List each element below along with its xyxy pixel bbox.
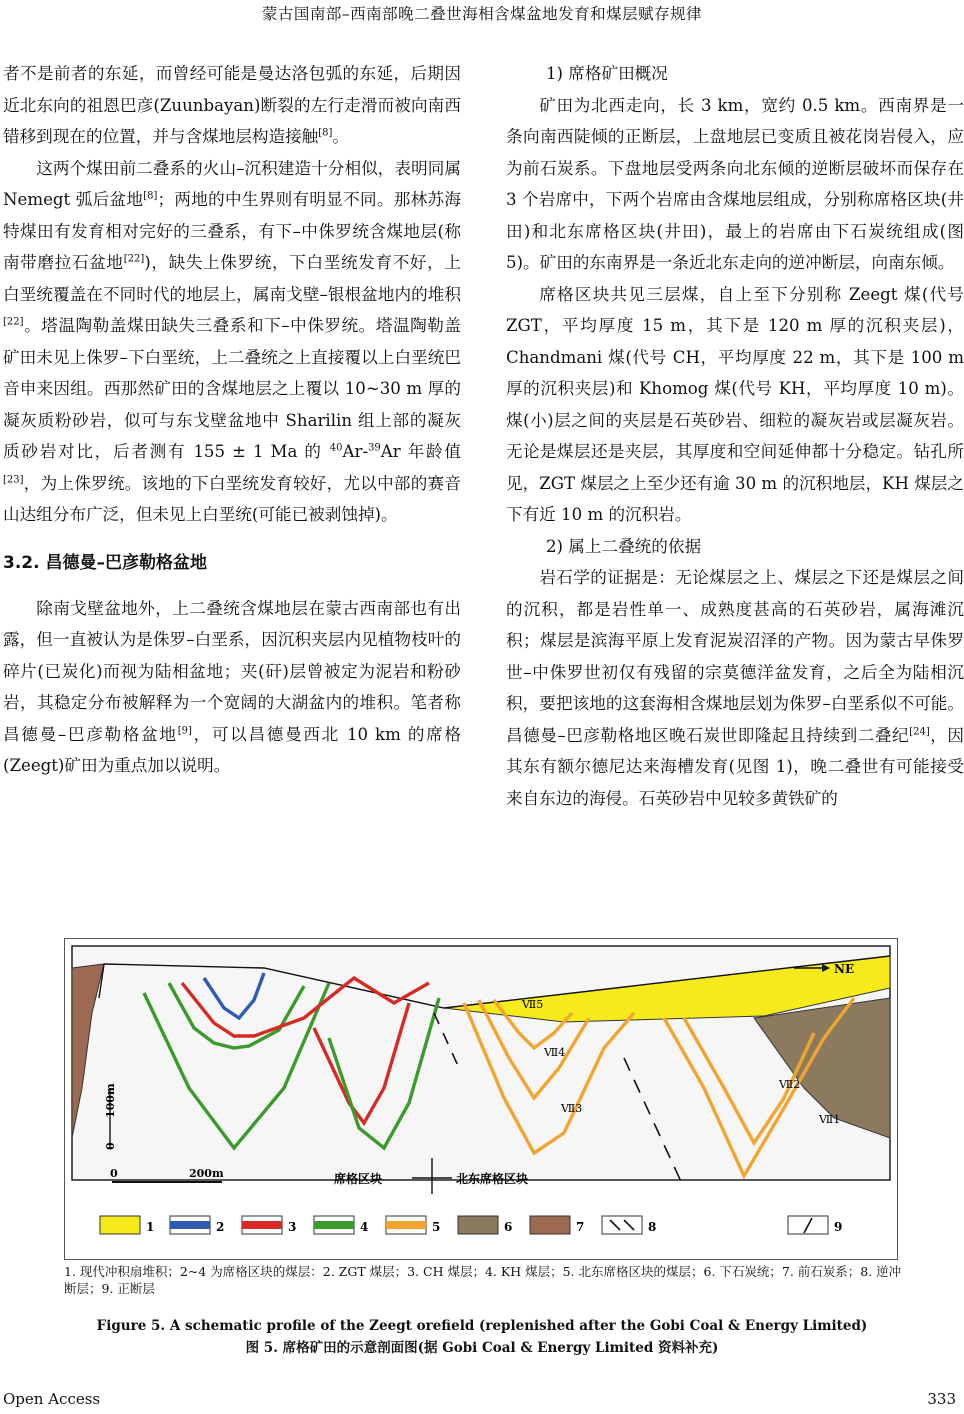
seam-label: Ⅶ2	[779, 1078, 801, 1091]
vertical-scale-zero: 0	[104, 1142, 117, 1150]
running-title: 蒙古国南部–西南部晚二叠世海相含煤盆地发育和煤层赋存规律	[261, 5, 703, 23]
citation[interactable]: [9]	[177, 724, 192, 736]
right-column	[506, 58, 964, 814]
seam-label: Ⅶ4	[544, 1046, 566, 1059]
horizontal-scale-zero: 0	[110, 1167, 118, 1180]
svg-text:1: 1	[146, 1220, 155, 1234]
seam-label: Ⅶ3	[561, 1102, 583, 1115]
ne-label: NE	[834, 962, 855, 976]
isotope-superscript: 39	[368, 442, 381, 454]
svg-text:2: 2	[216, 1220, 225, 1234]
svg-text:7: 7	[576, 1220, 585, 1234]
seam-label: Ⅶ5	[522, 998, 544, 1011]
isotope-superscript: 40	[329, 442, 343, 454]
citation[interactable]: [8]	[318, 127, 333, 139]
svg-text:3: 3	[288, 1220, 297, 1234]
svg-text:9: 9	[834, 1220, 843, 1234]
page-number: 333	[927, 1390, 956, 1408]
paragraph: 者不是前者的东延，而曾经可能是曼达洛包弧的东延，后期因近北东向的祖恩巴彦(Zuunbayan)断裂的左行走滑而被向南西错移到现在的位置，并与含煤地层构造接触[8]。	[3, 64, 461, 146]
block-label-zeegt: 席格区块	[334, 1172, 383, 1186]
svg-text:8: 8	[648, 1220, 657, 1234]
subsection-heading: 2) 属上二叠统的依据	[546, 536, 702, 556]
section-heading: 3.2. 昌德曼–巴彦勒格盆地	[3, 552, 207, 573]
figure-caption-english: Figure 5. A schematic profile of the Zeegt orefield (replenished after the Gobi Coal & Energy Limited)	[96, 1318, 868, 1334]
block-label-ne-zeegt: 北东席格区块	[456, 1172, 529, 1186]
paragraph: 岩石学的证据是：无论煤层之上、煤层之下还是煤层之间的沉积，都是岩性单一、成熟度甚高的石英砂岩，属海滩沉积；煤层是滨海平原上发育泥炭沼泽的产物。因为蒙古早侏罗世–中侏罗世初仅有残留的宗莫德洋盆发育，之后全为陆相沉积，要把该地的这套海相含煤地层划为侏罗–白垩系似不可能。昌德曼–巴彦勒格地区晚石炭世即隆起且持续到二叠纪[24]，因其东有额尔德尼达来海槽发育(见图 1)，晚二叠世有可能接受来自东边的海侵。石英砂岩中见较多黄铁矿的	[506, 568, 964, 808]
figure-caption-chinese: 图 5. 席格矿田的示意剖面图(据 Gobi Coal & Energy Limited 资料补充)	[245, 1340, 719, 1356]
svg-text:4: 4	[360, 1220, 369, 1234]
svg-text:5: 5	[432, 1220, 441, 1234]
citation[interactable]: [8]	[143, 190, 158, 202]
figure-5-profile	[64, 938, 898, 1260]
paragraph: 除南戈壁盆地外，上二叠统含煤地层在蒙古西南部也有出露，但一直被认为是侏罗–白垩系，因沉积夹层内见植物枝叶的碎片(已炭化)而视为陆相盆地；夹(矸)层曾被定为泥岩和粉砂岩，其稳定分布被解释为一个宽阔的大湖盆内的堆积。笔者称昌德曼–巴彦勒格盆地[9]，可以昌德曼西北 10 km 的席格(Zeegt)矿田为重点加以说明。	[3, 598, 462, 775]
left-column	[3, 58, 461, 782]
citation[interactable]: [24]	[909, 725, 930, 737]
subsection-heading: 1) 席格矿田概况	[546, 64, 668, 83]
profile-diagram	[64, 938, 898, 1260]
figure-legend-caption: 1. 现代冲积扇堆积；2~4 为席格区块的煤层：2. ZGT 煤层；3. CH 煤层；4. KH 煤层；5. 北东席格区块的煤层；6. 下石炭统；7. 前石炭系；8. 逆冲断层；9. 正断层	[64, 1264, 902, 1296]
vertical-scale-label: 100m	[104, 1083, 117, 1118]
seam-label: Ⅶ1	[819, 1113, 841, 1126]
citation[interactable]: [22]	[123, 253, 145, 265]
citation[interactable]: [23]	[3, 473, 24, 485]
paragraph: 矿田为北西走向，长 3 km，宽约 0.5 km。西南界是一条向南西陡倾的正断层，上盘地层已变质且被花岗岩侵入，应为前石炭系。下盘地层受两条向北东倾的逆断层破坏而保存在 3 个岩席中，下两个岩席由含煤地层组成，分别称席格区块(井田)和北东席格区块(井田)，最上的岩席由下石炭统组成(图 5)。矿田的东南界是一条近北东走向的逆冲断层，向南东倾。	[506, 95, 964, 272]
paragraph: 席格区块共见三层煤，自上至下分别称 Zeegt 煤(代号 ZGT，平均厚度 15 m，其下是 120 m 厚的沉积夹层)，Chandmani 煤(代号 CH，平均厚度 22 m，其下是 100 m 厚的沉积夹层)和 Khomog 煤(代号 KH，平均厚度 10 m)。煤(小)层之间的夹层是石英砂岩、细粒的凝灰岩或层凝灰岩。无论是煤层还是夹层，其厚度和空间延伸都十分稳定。钻孔所见，ZGT 煤层之上至少还有逾 30 m 的沉积地层，KH 煤层之下有近 10 m 的沉积岩。	[506, 284, 964, 524]
citation[interactable]: [22]	[3, 316, 24, 328]
svg-text:6: 6	[504, 1220, 513, 1234]
paragraph: 这两个煤田前二叠系的火山–沉积建造十分相似，表明同属 Nemegt 弧后盆地[8]；两地的中生界则有明显不同。那林苏海特煤田有发育相对完好的三叠系，有下–中侏罗统含煤地层(称南带磨拉石盆地[22])，缺失上侏罗统，下白垩统发育不好，上白垩统覆盖在不同时代的地层上，属南戈壁–银根盆地内的堆积[22]。塔温陶勒盖煤田缺失三叠系和下–中侏罗统。塔温陶勒盖矿田未见上侏罗–下白垩统，上二叠统之上直接覆以上白垩统巴音申来因组。西那然矿田的含煤地层之上覆以 10~30 m 厚的凝灰质粉砂岩，似可与东戈壁盆地中 Sharilin 组上部的凝灰质砂岩对比，后者测有 155 ± 1 Ma 的 $^{40}$Ar-$^{39}$Ar 年龄值[23]，为上侏罗统。该地的下白垩统发育较好，尤以中部的赛音山达组分布广泛，但未见上白垩统(可能已被剥蚀掉)。	[3, 158, 462, 524]
footer-open-access: Open Access	[3, 1390, 101, 1408]
horizontal-scale-label: 200m	[189, 1167, 224, 1180]
